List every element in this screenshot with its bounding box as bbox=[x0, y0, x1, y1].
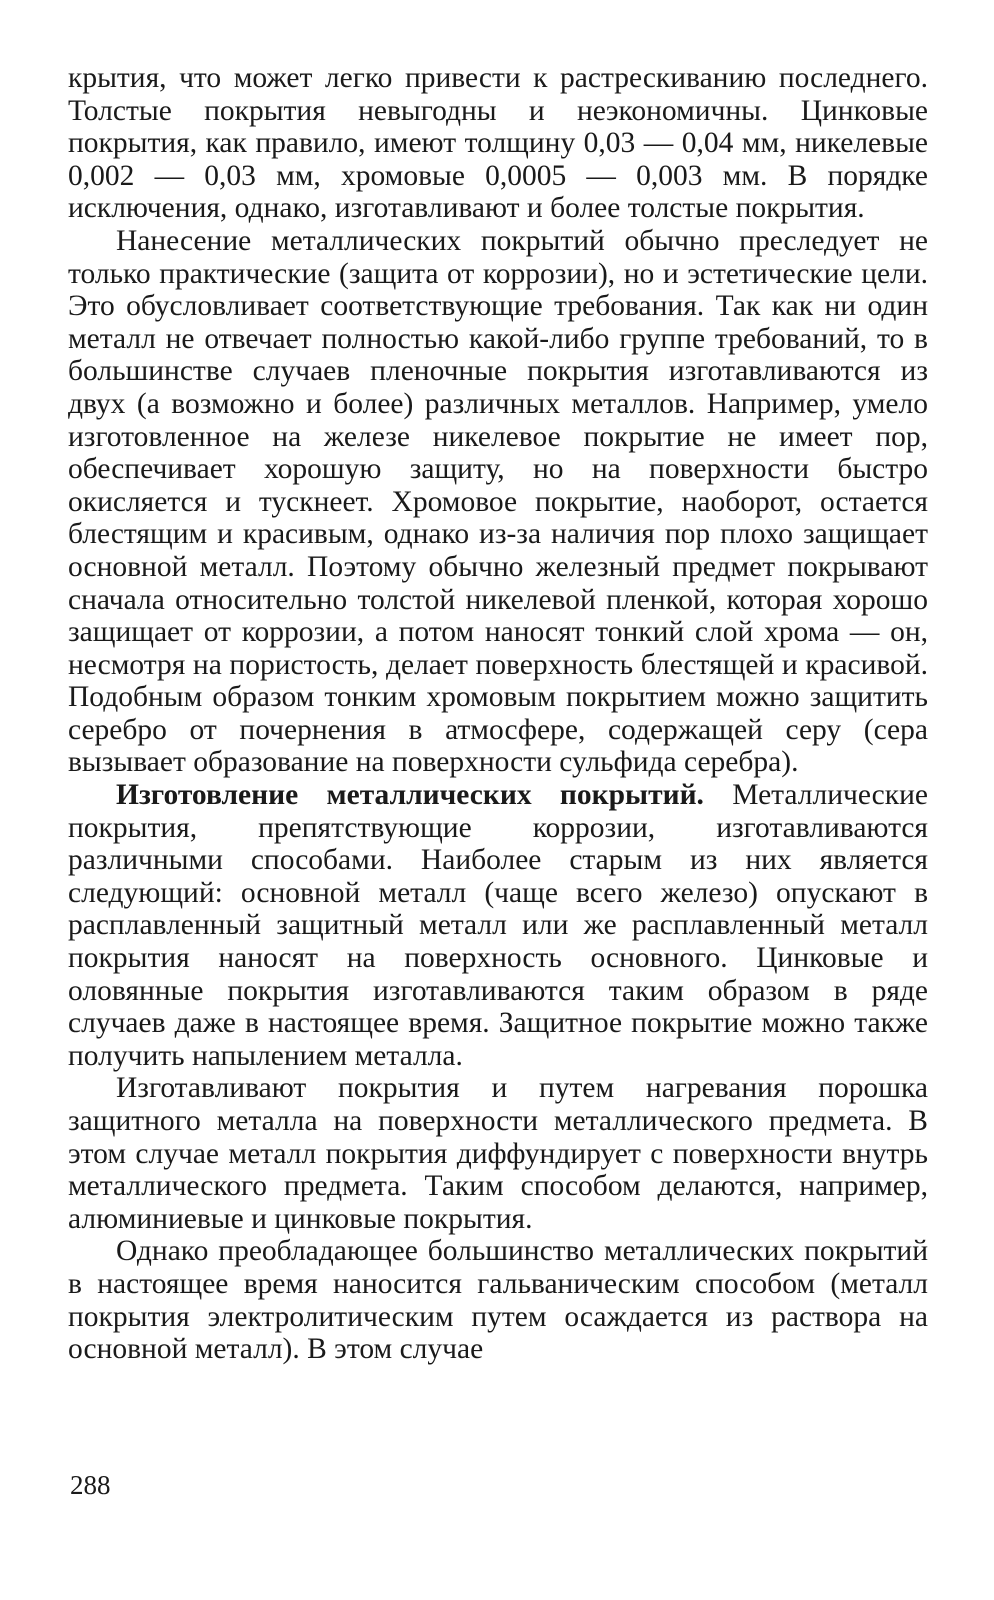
paragraph-4 bbox=[68, 1072, 928, 1235]
paragraph-3 bbox=[68, 779, 928, 1072]
paragraph-1 bbox=[68, 62, 928, 225]
paragraph-2-text: Нанесение металлических покрытий обычно преследует не только практические (защита от коррозии), но и эстетические цели. Это обусловливает соответствующие требования. Так как ни один металл не отвечает полностью какой-либо группе требований, то в большинстве случаев пленочные покрытия изготавливаются из двух (а возможно и более) различных металлов. Например, умело изготовленное на железе никелевое покрытие не имеет пор, обеспечивает хорошую защиту, но на поверхности быстро окисляется и тускнеет. Хромовое покрытие, наоборот, остается блестящим и красивым, однако из-за наличия пор плохо защищает основной металл. Поэтому обычно железный предмет покрывают сначала относительно толстой никелевой пленкой, которая хорошо защищает от коррозии, а потом наносят тонкий слой хрома — он, несмотря на пористость, делает поверхность блестящей и красивой. Подобным образом тонким хромовым покрытием можно защитить серебро от почернения в атмосфере, содержащей серу (сера вызывает образование на поверхности сульфида серебра). bbox=[68, 224, 928, 779]
paragraph-2 bbox=[68, 225, 928, 779]
paragraph-1-text: крытия, что может легко привести к растрескиванию последнего. Толстые покрытия невыгодны и неэкономичны. Цинковые покрытия, как правило, имеют толщину 0,03 — 0,04 мм, никелевые 0,002 — 0,03 мм, хромовые 0,0005 — 0,003 мм. В порядке исключения, однако, изготавливают и более толстые покрытия. bbox=[68, 62, 928, 225]
paragraph-5-text: Однако преобладающее большинство металлических покрытий в настоящее время наносится гальваническим способом (металл покрытия электролитическим путем осаждается из раствора на основной металл). В этом случае bbox=[68, 1235, 928, 1366]
page-number: 288 bbox=[70, 1470, 111, 1500]
paragraph-5 bbox=[68, 1235, 928, 1365]
page-body bbox=[68, 62, 928, 1366]
paragraph-3-text: Металлические покрытия, препятствующие коррозии, изготавливаются различными способами. Наиболее старым из них является следующий: основной металл (чаще всего железо) опускают в расплавленный защитный металл или же расплавленный металл покрытия наносят на поверхность основного. Цинковые и оловянные покрытия изготавливаются таким образом в ряде случаев даже в настоящее время. Защитное покрытие можно также получить напылением металла. bbox=[68, 779, 928, 1072]
paragraph-4-text: Изготавливают покрытия и путем нагревания порошка защитного металла на поверхности металлического предмета. В этом случае металл покрытия диффундирует с поверхности внутрь металлического предмета. Таким способом делаются, например, алюминиевые и цинковые покрытия. bbox=[68, 1072, 928, 1235]
section-heading: Изготовление металлических покрытий. bbox=[116, 779, 704, 812]
